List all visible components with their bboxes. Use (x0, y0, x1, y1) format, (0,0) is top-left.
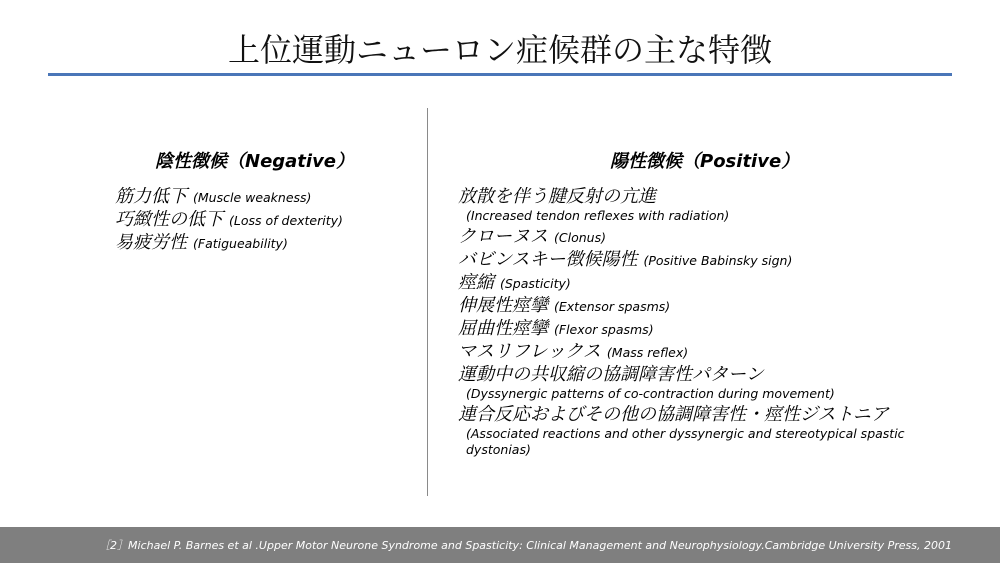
item-en: (Spasticity) (500, 276, 571, 291)
item-en: (Extensor spasms) (554, 299, 671, 314)
item-en-subline: (Associated reactions and other dyssynergic and stereotypical spastic dystonias) (466, 426, 905, 457)
item-jp: マスリフレックス (458, 341, 601, 362)
positive-item (458, 272, 948, 295)
negative-signs-heading: 陰性徴候（Negative） (155, 151, 355, 172)
item-en: (Flexor spasms) (554, 322, 654, 337)
negative-item (115, 232, 415, 255)
item-jp: 痙縮 (458, 272, 494, 293)
negative-item (115, 186, 415, 209)
item-jp: 屈曲性痙攣 (458, 318, 548, 339)
negative-item (115, 209, 415, 232)
citation-text: ［2］Michael P. Barnes et al .Upper Motor Neurone Syndrome and Spasticity: Clinical Management and Neurophysiology.Cambridge University Press, 2001 (99, 539, 952, 552)
positive-signs-column (458, 150, 948, 460)
item-jp: 易疲労性 (115, 232, 187, 253)
item-jp: クローヌス (458, 226, 548, 247)
item-jp: バビンスキー徴候陽性 (458, 249, 638, 270)
item-jp: 放散を伴う腱反射の亢進 (458, 186, 656, 207)
item-en-subline: (Dyssynergic patterns of co-contraction during movement) (466, 386, 835, 401)
item-en: (Positive Babinsky sign) (643, 253, 793, 268)
item-jp: 巧緻性の低下 (115, 209, 223, 230)
item-jp: 連合反応およびその他の協調障害性・痙性ジストニア (458, 404, 889, 425)
item-en: (Fatigueability) (193, 236, 288, 251)
footer-bar (0, 527, 1000, 563)
positive-item (458, 404, 948, 426)
item-jp: 伸展性痙攣 (458, 295, 548, 316)
title-underline (48, 73, 952, 76)
positive-item (458, 341, 948, 364)
item-en: (Loss of dexterity) (229, 213, 343, 228)
positive-item (458, 249, 948, 272)
positive-item (458, 226, 948, 249)
item-en: (Clonus) (554, 230, 606, 245)
item-jp: 筋力低下 (115, 186, 187, 207)
positive-item (458, 186, 948, 208)
item-en: (Muscle weakness) (193, 190, 312, 205)
positive-item (458, 364, 948, 386)
column-divider (427, 108, 428, 496)
positive-signs-heading: 陽性徴候（Positive） (610, 151, 800, 172)
positive-item (458, 295, 948, 318)
slide-title: 上位運動ニューロン症候群の主な特徴 (227, 31, 772, 69)
negative-signs-column (115, 150, 415, 255)
item-en: (Mass reflex) (606, 345, 689, 360)
positive-item (458, 318, 948, 341)
item-en-subline: (Increased tendon reflexes with radiation) (466, 208, 730, 223)
item-jp: 運動中の共収縮の協調障害性パターン (458, 364, 764, 385)
